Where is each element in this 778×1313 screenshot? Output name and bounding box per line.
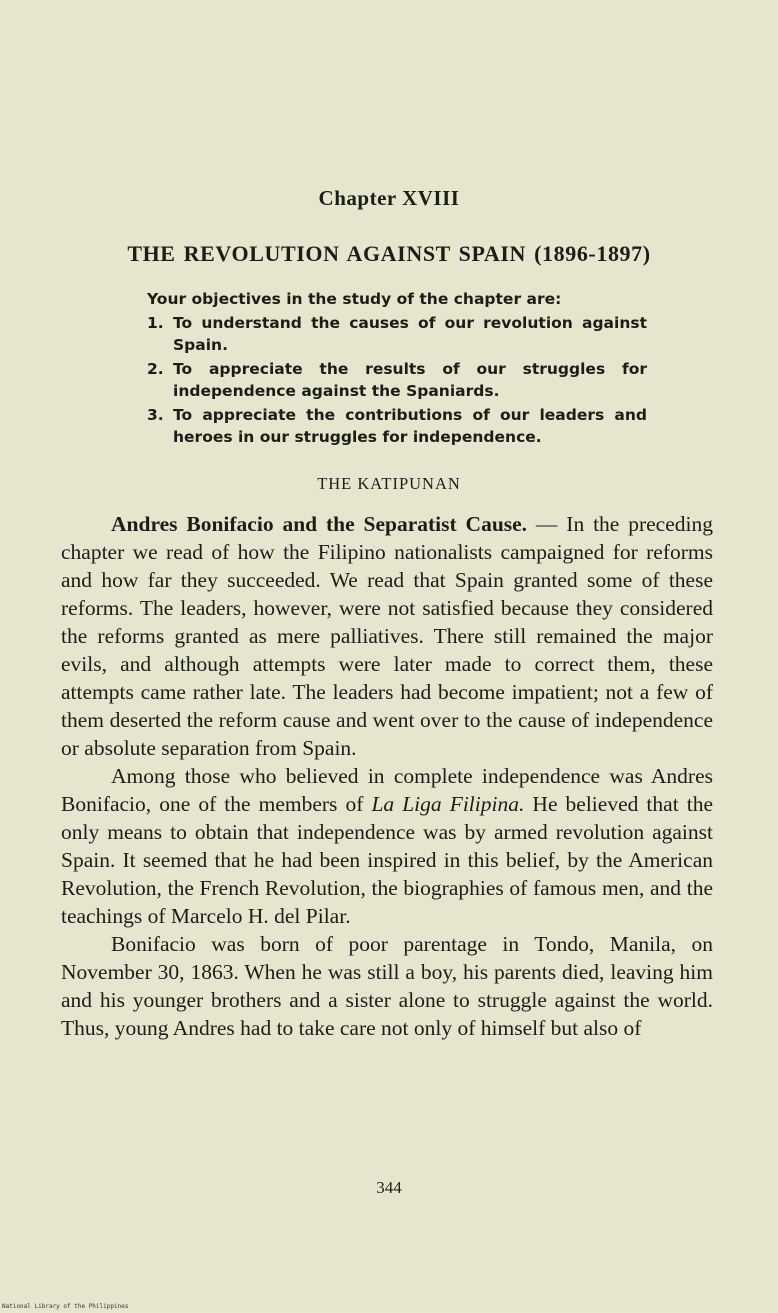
chapter-title: THE REVOLUTION AGAINST SPAIN (1896-1897) bbox=[127, 241, 651, 266]
paragraph-text: — In the preceding chapter we read of how the Filipino nationalists campaigned for reforms and how far they succeeded. We read that Spain granted some of these reforms. The leaders, however, were not satisfied because they considered the reforms granted as mere palliatives. There still remained the major evils, and although attempts were later made to correct them, these attempts came rather late. The leaders had become impatient; not a few of them deserted the reform cause and went over to the cause of independence or absolute separation from Spain. bbox=[61, 512, 713, 760]
paragraph-lead: Andres Bonifacio and the Separatist Cause. bbox=[111, 512, 528, 536]
paragraph-text: Bonifacio was born of poor parentage in Tondo, Manila, on November 30, 1863. When he was still a boy, his parents died, leaving him and his younger brothers and a sister alone to struggle against the world. Thus, young Andres had to take care not only of himself but also of bbox=[61, 932, 713, 1040]
objectives-block bbox=[147, 288, 647, 448]
section-heading: THE KATIPUNAN bbox=[317, 474, 461, 493]
objective-text: To understand the causes of our revolution against Spain. bbox=[173, 314, 647, 354]
emphasis-text: La Liga Filipina. bbox=[371, 792, 525, 816]
paragraph-text: He believed that the only means to obtain that independence was by armed revolution against Spain. It seemed that he had been inspired in this belief, by the American Revolution, the French Revolution, the biographies of famous men, and the teachings of Marcelo H. del Pilar. bbox=[61, 792, 713, 928]
objective-item bbox=[147, 358, 647, 402]
objectives-list bbox=[147, 312, 647, 448]
objectives-intro: Your objectives in the study of the chapter are: bbox=[147, 290, 562, 308]
paragraph-text: Among those who believed in complete independence was Andres Bonifacio, one of the members of bbox=[61, 764, 713, 816]
objective-number: 1. bbox=[147, 314, 164, 332]
paragraph bbox=[61, 762, 713, 930]
objective-item bbox=[147, 404, 647, 448]
objective-number: 2. bbox=[147, 360, 164, 378]
body-text bbox=[61, 510, 713, 1042]
paragraph bbox=[61, 510, 713, 762]
paragraph bbox=[61, 930, 713, 1042]
objective-item bbox=[147, 312, 647, 356]
library-stamp: National Library of the Philippines bbox=[2, 1303, 129, 1310]
objective-text: To appreciate the results of our struggles for independence against the Spaniards. bbox=[173, 360, 647, 400]
page-number: 344 bbox=[376, 1178, 402, 1197]
chapter-label: Chapter XVIII bbox=[318, 186, 460, 210]
objective-number: 3. bbox=[147, 406, 164, 424]
objective-text: To appreciate the contributions of our leaders and heroes in our struggles for independence. bbox=[173, 406, 647, 446]
